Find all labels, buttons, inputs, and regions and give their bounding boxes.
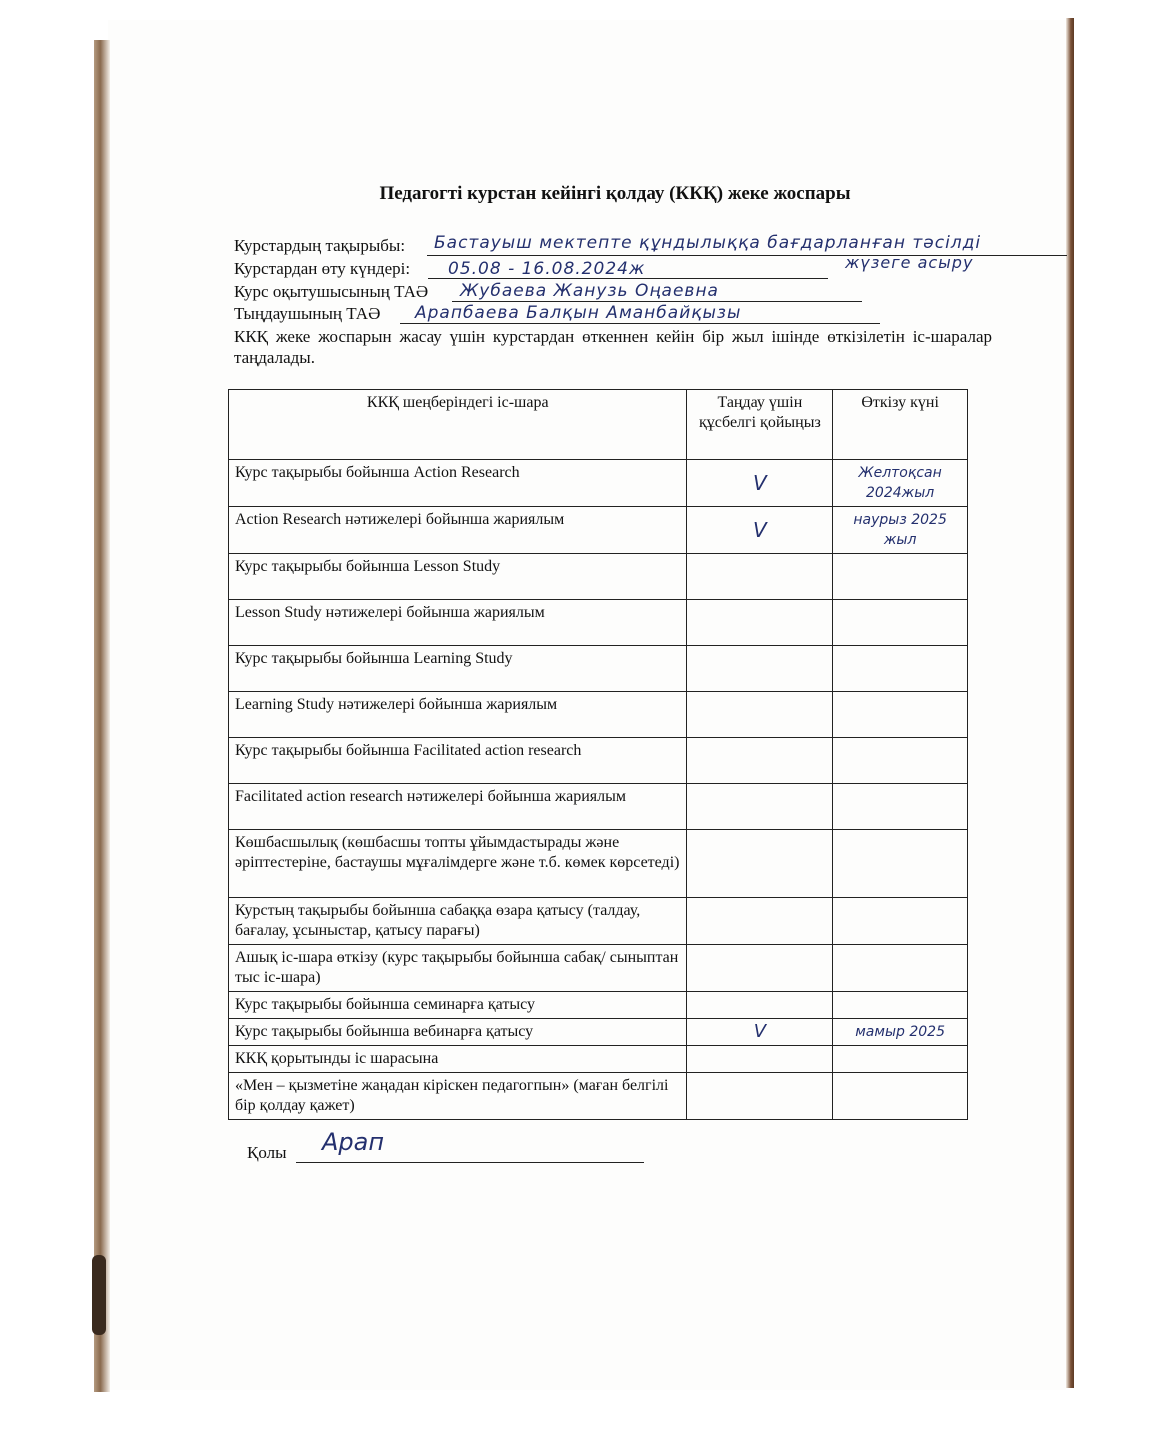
course-topic-value-2: жүзеге асыру (845, 253, 974, 272)
plan-table (228, 389, 968, 1120)
table-row (229, 692, 968, 738)
header-activity: ККҚ шеңберіндегі іс-шара (229, 390, 687, 460)
activity-cell: Көшбасшылық (көшбасшы топты ұйымдастырады және әріптестеріне, бастаушы мұғалімдерге және т.б. көмек көрсетеді) (229, 830, 687, 898)
photo-edge-left (94, 40, 110, 1392)
table-row (229, 1019, 968, 1046)
checkmark-cell (687, 600, 833, 646)
table-row (229, 600, 968, 646)
date-cell (833, 738, 968, 784)
table-row (229, 1046, 968, 1073)
date-cell (833, 692, 968, 738)
checkmark-cell (687, 784, 833, 830)
activity-cell: Курс тақырыбы бойынша Lesson Study (229, 554, 687, 600)
date-cell (833, 646, 968, 692)
course-dates-value: 05.08 - 16.08.2024ж (448, 259, 646, 279)
intro-text: ККҚ жеке жоспарын жасау үшін курстардан өткеннен кейін бір жыл ішінде өткізілетін іс-шаралар таңдалады. (234, 327, 992, 367)
date-cell: Желтоқсан 2024жыл (833, 460, 968, 507)
activity-cell: ККҚ қорытынды іс шарасына (229, 1046, 687, 1073)
table-row (229, 898, 968, 945)
course-dates-label: Курстардан өту күндері: (234, 259, 411, 278)
signature-line (296, 1162, 644, 1163)
activity-cell: Курс тақырыбы бойынша Action Research (229, 460, 687, 507)
checkmark-cell (687, 692, 833, 738)
listener-field (234, 304, 380, 324)
checkmark-cell: V (687, 1019, 833, 1046)
course-topic-field (234, 236, 405, 256)
header-date: Өткізу күні (833, 390, 968, 460)
date-cell (833, 992, 968, 1019)
date-cell (833, 600, 968, 646)
table-row (229, 460, 968, 507)
date-cell: наурыз 2025 жыл (833, 507, 968, 554)
table-row (229, 992, 968, 1019)
checkmark-cell: V (687, 507, 833, 554)
trainer-value: Жубаева Жанузь Оңаевна (460, 281, 719, 301)
checkmark-cell (687, 646, 833, 692)
activity-cell: Курс тақырыбы бойынша Facilitated action research (229, 738, 687, 784)
activity-cell: Facilitated action research нәтижелері бойынша жариялым (229, 784, 687, 830)
date-cell (833, 784, 968, 830)
listener-label: Тыңдаушының ТАӘ (234, 304, 381, 323)
table-row (229, 507, 968, 554)
date-cell (833, 830, 968, 898)
checkmark-cell (687, 1046, 833, 1073)
photo-edge-right (1066, 18, 1074, 1388)
checkmark-cell (687, 992, 833, 1019)
checkmark-cell (687, 945, 833, 992)
date-cell (833, 1073, 968, 1120)
table-row (229, 830, 968, 898)
activity-cell: Ашық іс-шара өткізу (курс тақырыбы бойынша сабақ/ сыныптан тыс іс-шара) (229, 945, 687, 992)
document-title: Педагогті курстан кейінгі қолдау (ККҚ) жеке жоспары (379, 183, 851, 204)
activity-cell: Lesson Study нәтижелері бойынша жариялым (229, 600, 687, 646)
checkmark-cell (687, 898, 833, 945)
checkmark-cell (687, 554, 833, 600)
date-cell (833, 1046, 968, 1073)
date-cell (833, 945, 968, 992)
table-header-row (229, 390, 968, 460)
binder-shadow (92, 1255, 106, 1335)
signature-label: Қолы (247, 1143, 287, 1162)
activity-cell: Action Research нәтижелері бойынша жариялым (229, 507, 687, 554)
activity-cell: «Мен – қызметіне жаңадан кіріскен педагогпын» (маған белгілі бір қолдау қажет) (229, 1073, 687, 1120)
table-row (229, 945, 968, 992)
table-row (229, 1073, 968, 1120)
table-row (229, 554, 968, 600)
listener-value: Арапбаева Балқын Аманбайқызы (415, 303, 742, 323)
activity-cell: Курс тақырыбы бойынша вебинарға қатысу (229, 1019, 687, 1046)
activity-cell: Курс тақырыбы бойынша семинарға қатысу (229, 992, 687, 1019)
trainer-field (234, 282, 428, 302)
table-row (229, 738, 968, 784)
date-cell (833, 554, 968, 600)
date-cell (833, 898, 968, 945)
checkmark-cell (687, 738, 833, 784)
table-row (229, 646, 968, 692)
course-topic-value-1: Бастауыш мектепте құндылыққа бағдарланған тәсілді (434, 233, 982, 253)
date-cell: мамыр 2025 (833, 1019, 968, 1046)
activity-cell: Курс тақырыбы бойынша Learning Study (229, 646, 687, 692)
activity-cell: Learning Study нәтижелері бойынша жариялым (229, 692, 687, 738)
table-row (229, 784, 968, 830)
signature-handwriting: Арап (322, 1128, 385, 1156)
course-dates-field (234, 259, 410, 279)
trainer-label: Курс оқытушысының ТАӘ (234, 282, 429, 301)
activity-cell: Курстың тақырыбы бойынша сабаққа өзара қатысу (талдау, бағалау, ұсыныстар, қатысу парағы) (229, 898, 687, 945)
checkmark-cell: V (687, 460, 833, 507)
checkmark-cell (687, 1073, 833, 1120)
header-mark: Таңдау үшін құсбелгі қойыңыз (687, 390, 833, 460)
checkmark-cell (687, 830, 833, 898)
course-topic-label: Курстардың тақырыбы: (234, 236, 406, 255)
